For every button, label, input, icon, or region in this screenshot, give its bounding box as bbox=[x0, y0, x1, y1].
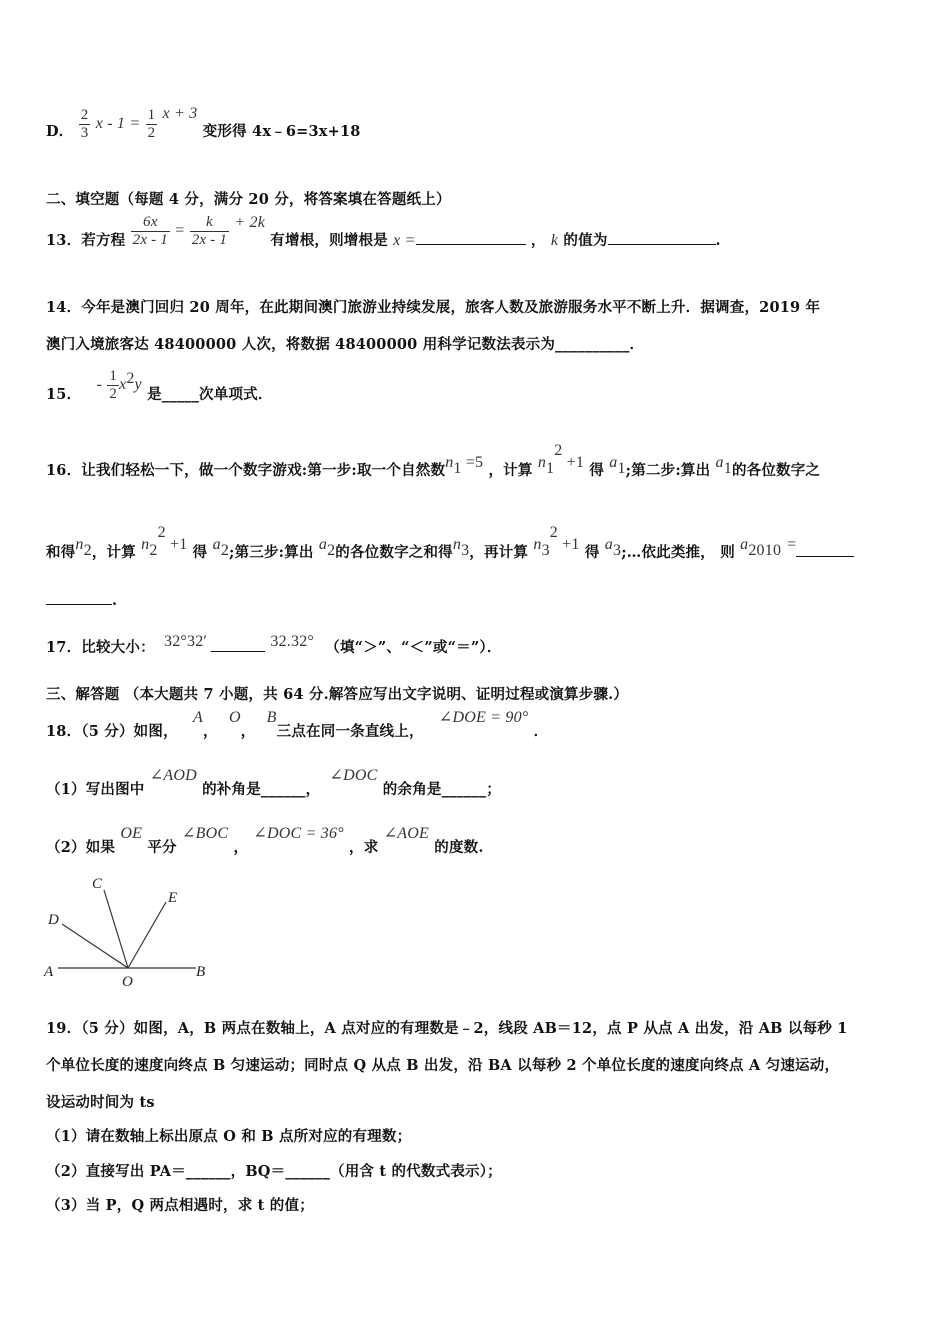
q16-text: 16．让我们轻松一下，做一个数字游戏:第一步:取一个自然数 bbox=[46, 461, 446, 479]
q16-text: 得 bbox=[192, 543, 208, 561]
comma: ， bbox=[203, 723, 218, 740]
question-13 bbox=[46, 214, 721, 248]
label-d: D bbox=[48, 912, 59, 928]
equals-sign: = bbox=[787, 535, 797, 553]
point-o: O bbox=[228, 709, 241, 726]
q18-part2-text: 平分 bbox=[147, 839, 177, 856]
q18-part1-text: 的余角是______； bbox=[382, 781, 501, 798]
question-15 bbox=[46, 368, 273, 402]
var-n: n bbox=[452, 535, 462, 553]
q16-text: 的各位数字之和得 bbox=[335, 543, 453, 561]
ray-oe: OE bbox=[120, 825, 143, 842]
q16-text: ;第二步:算出 bbox=[625, 461, 711, 479]
question-19-part-2: （2）直接写出 PA＝______，BQ＝______（用含 t 的代数式表示）； bbox=[46, 1163, 502, 1180]
answer-blank[interactable] bbox=[211, 637, 265, 652]
question-17 bbox=[46, 630, 502, 656]
ray-od bbox=[62, 924, 128, 968]
q18-part2-text: ，求 bbox=[349, 839, 379, 856]
subscript: 2 bbox=[220, 541, 230, 559]
subscript: 2010 bbox=[748, 541, 782, 559]
q13-text: 的值为 bbox=[563, 232, 608, 249]
fraction-two-thirds: $\frac{2}{3}$ bbox=[80, 107, 89, 141]
angle-boc: ∠BOC bbox=[181, 825, 229, 842]
q13-var-k: k bbox=[550, 232, 559, 249]
option-d-label: D． bbox=[46, 123, 74, 140]
q15-text: 是_____次单项式． bbox=[147, 386, 273, 403]
section-fill-in-header: 二、填空题（每题 4 分，满分 20 分，将答案填在答题纸上） bbox=[46, 191, 451, 208]
var-y: y bbox=[134, 376, 142, 393]
subscript: 1 bbox=[723, 459, 732, 477]
q16-text: ;第三步:算出 bbox=[229, 543, 314, 561]
question-16-line-2 bbox=[46, 524, 854, 566]
var-n: n bbox=[445, 453, 454, 471]
question-14-line-2: 澳门入境旅客达 48400000 人次，将数据 48400000 用科学记数法表示为__________． bbox=[46, 336, 645, 353]
var-n: n bbox=[75, 535, 84, 553]
plus-one: +1 bbox=[165, 535, 188, 553]
subscript: 2 bbox=[327, 541, 336, 559]
q17-left-value: 32°32′ bbox=[164, 633, 208, 650]
section-solution-header: 三、解答题 （本大题共 7 小题，共 64 分.解答应写出文字说明、证明过程或演算步骤.） bbox=[46, 686, 629, 703]
label-o: O bbox=[122, 974, 133, 990]
q16-text: 和得 bbox=[46, 543, 76, 561]
q18-part1-text: （1）写出图中 bbox=[46, 781, 145, 798]
q17-label: 17．比较大小： bbox=[46, 639, 155, 656]
q16-text: ，再计算 bbox=[469, 543, 529, 561]
question-18-part-1 bbox=[46, 764, 501, 798]
subscript: 2 bbox=[149, 541, 158, 559]
exponent: 2 bbox=[157, 524, 166, 541]
answer-blank-continued[interactable] bbox=[46, 590, 112, 605]
equals-sign: = bbox=[175, 222, 185, 239]
ray-oc bbox=[104, 890, 128, 968]
option-d bbox=[46, 107, 361, 141]
q16-text: ，计算 bbox=[488, 461, 533, 479]
q18-part1-text: 的补角是______， bbox=[202, 781, 321, 798]
var-a: a bbox=[212, 535, 221, 553]
var-n: n bbox=[537, 453, 547, 471]
q13-comma: ， bbox=[530, 232, 546, 249]
equation-part: x - 1 = bbox=[95, 115, 141, 132]
question-19-part-1: （1）请在数轴上标出原点 O 和 B 点所对应的有理数； bbox=[46, 1128, 412, 1145]
q13-label: 13．若方程 bbox=[46, 232, 126, 249]
point-b: B bbox=[266, 709, 277, 726]
comma: ， bbox=[240, 723, 256, 740]
var-a: a bbox=[609, 453, 618, 471]
label-a: A bbox=[44, 964, 54, 980]
q13-text: 有增根，则增根是 bbox=[270, 232, 388, 249]
q18-text: 三点在同一条直线上， bbox=[276, 723, 424, 740]
q18-period: ． bbox=[533, 723, 549, 740]
fraction-one-half: $\frac{1}{2}$ bbox=[109, 368, 118, 402]
subscript: 1 bbox=[546, 459, 555, 477]
angle-doe-90: ∠DOE = 90° bbox=[438, 709, 529, 726]
answer-blank[interactable] bbox=[608, 230, 716, 245]
exponent: 2 bbox=[549, 524, 558, 541]
subscript: 2 bbox=[83, 541, 92, 559]
var-x: x bbox=[119, 376, 127, 393]
question-16-line-3 bbox=[46, 590, 117, 609]
subscript: 1 bbox=[453, 459, 462, 477]
subscript: 1 bbox=[617, 459, 626, 477]
point-a: A bbox=[193, 709, 203, 726]
q18-part2-text: ， bbox=[233, 839, 249, 856]
exponent: 2 bbox=[554, 442, 563, 459]
question-14-line-1: 14．今年是澳门回归 20 周年，在此期间澳门旅游业持续发展，旅客人数及旅游服务水平不断上升．据调查，2019 年 bbox=[46, 299, 821, 316]
q13-var-x: x = bbox=[393, 232, 416, 249]
equation-part: x + 3 bbox=[162, 105, 198, 122]
question-19-part-3: （3）当 P，Q 两点相遇时，求 t 的值； bbox=[46, 1197, 314, 1214]
q16-text: 得 bbox=[584, 543, 600, 561]
equals-5: =5 bbox=[461, 453, 484, 471]
var-a: a bbox=[740, 535, 749, 553]
angle-aod: ∠AOD bbox=[149, 767, 197, 784]
q13-period: . bbox=[715, 232, 721, 249]
angle-doc: ∠DOC bbox=[329, 767, 378, 784]
label-e: E bbox=[168, 890, 178, 906]
question-18 bbox=[46, 706, 549, 740]
q18-part2-text: （2）如果 bbox=[46, 839, 116, 856]
question-19-line-2: 个单位长度的速度向终点 B 匀速运动；同时点 Q 从点 B 出发，沿 BA 以每秒 2 个单位长度的速度向终点 A 匀速运动， bbox=[46, 1057, 840, 1074]
label-b: B bbox=[196, 964, 206, 980]
question-18-part-2 bbox=[46, 822, 484, 856]
label-c: C bbox=[92, 876, 103, 892]
q18-part2-text: 的度数. bbox=[434, 839, 484, 856]
plus-one: +1 bbox=[557, 535, 580, 553]
exponent: 2 bbox=[126, 370, 135, 388]
question-19-line-3: 设运动时间为 ts bbox=[46, 1094, 155, 1111]
ray-oe bbox=[128, 902, 166, 968]
q16-text: 的各位数字之 bbox=[731, 461, 821, 479]
fraction-one-half: $\frac{1}{2}$ bbox=[147, 107, 156, 141]
q16-period: . bbox=[112, 592, 118, 609]
q16-text: 得 bbox=[589, 461, 605, 479]
var-a: a bbox=[604, 535, 613, 553]
question-19-line-1: 19．（5 分）如图，A，B 两点在数轴上，A 点对应的有理数是﹣2，线段 AB＝12，点 P 从点 A 出发，沿 AB 以每秒 1 bbox=[46, 1020, 848, 1037]
subscript: 3 bbox=[541, 541, 550, 559]
answer-blank[interactable] bbox=[416, 230, 526, 245]
angle-figure bbox=[40, 872, 220, 990]
equation-part: + 2k bbox=[234, 214, 266, 231]
angle-doc-36: ∠DOC = 36° bbox=[253, 825, 344, 842]
fraction-k: $\frac{k}{2x - 1}$ bbox=[191, 214, 228, 248]
subscript: 3 bbox=[613, 541, 622, 559]
var-a: a bbox=[318, 535, 328, 553]
minus-sign: - bbox=[96, 376, 103, 393]
question-16-line-1 bbox=[46, 442, 821, 484]
angle-aoe: ∠AOE bbox=[383, 825, 430, 842]
fraction-6x: $\frac{6x}{2x - 1}$ bbox=[132, 214, 168, 248]
option-d-text: 变形得 4x﹣6=3x+18 bbox=[202, 123, 361, 140]
plus-one: +1 bbox=[562, 453, 585, 471]
q15-label: 15． bbox=[46, 386, 82, 403]
answer-blank[interactable] bbox=[796, 542, 854, 557]
q17-text: （填“＞”、“＜”或“＝”）． bbox=[325, 639, 502, 656]
q17-right-value: 32.32° bbox=[270, 633, 314, 650]
q16-text: ;…依此类推， 则 bbox=[621, 543, 735, 561]
var-a: a bbox=[715, 453, 724, 471]
var-n: n bbox=[141, 535, 150, 553]
q16-text: ，计算 bbox=[91, 543, 136, 561]
q18-label: 18．（5 分）如图， bbox=[46, 723, 178, 740]
var-n: n bbox=[533, 535, 542, 553]
subscript: 3 bbox=[461, 541, 470, 559]
